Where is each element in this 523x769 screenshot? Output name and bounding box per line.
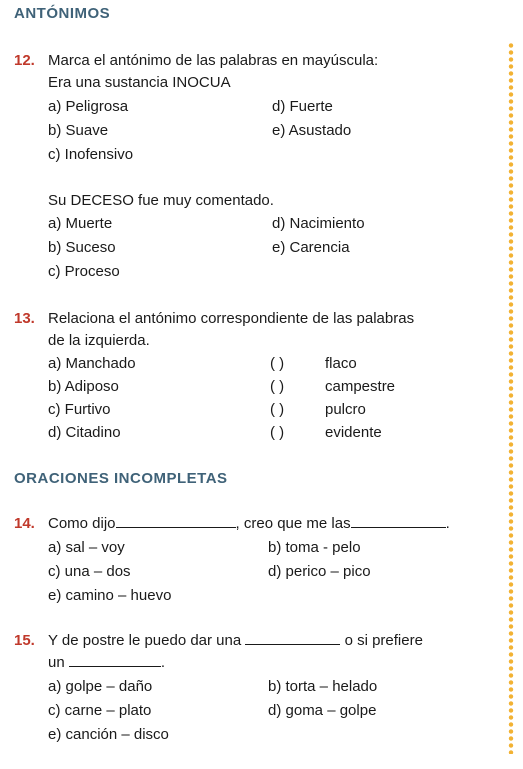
option-c: c) una – dos [48, 563, 131, 580]
sentence-text: . [160, 654, 166, 671]
question-15-sentence-line-2 [48, 654, 165, 672]
option-e: e) Carencia [272, 239, 350, 256]
sentence-text: Como dijo [48, 515, 116, 532]
left-item-d: d) Citadino [48, 424, 121, 441]
left-item-a: a) Manchado [48, 355, 136, 372]
option-d: d) goma – golpe [268, 702, 377, 719]
option-b: b) torta – helado [268, 678, 378, 695]
section-heading-oraciones: ORACIONES INCOMPLETAS [14, 470, 228, 487]
option-c: c) Inofensivo [48, 146, 134, 163]
option-d: d) Nacimiento [272, 215, 365, 232]
question-13-instruction-line-1: Relaciona el antónimo correspondiente de las palabras [48, 310, 415, 327]
answer-parenthesis[interactable]: ( ) [270, 424, 285, 441]
blank-line[interactable] [69, 654, 161, 667]
question-number-13: 13. [14, 310, 35, 327]
option-c: c) carne – plato [48, 702, 152, 719]
sentence-text: , creo que me las [235, 515, 351, 532]
question-number-14: 14. [14, 515, 35, 532]
option-d: d) Fuerte [272, 98, 333, 115]
option-e: e) Asustado [272, 122, 352, 139]
sentence-text: . [445, 515, 450, 532]
option-a: a) sal – voy [48, 539, 125, 556]
blank-line[interactable] [351, 515, 446, 528]
question-13-instruction-line-2: de la izquierda. [48, 332, 150, 349]
left-item-b: b) Adiposo [48, 378, 119, 395]
question-12-prompt-1: Era una sustancia INOCUA [48, 74, 231, 91]
section-heading-antonimos: ANTÓNIMOS [14, 5, 111, 22]
answer-parenthesis[interactable]: ( ) [270, 355, 285, 372]
right-item: campestre [325, 378, 396, 395]
blank-line[interactable] [116, 515, 236, 528]
option-e: e) canción – disco [48, 726, 169, 743]
option-d: d) perico – pico [268, 563, 371, 580]
left-item-c: c) Furtivo [48, 401, 111, 418]
option-a: a) golpe – daño [48, 678, 153, 695]
right-item: evidente [325, 424, 382, 441]
option-e: e) camino – huevo [48, 587, 172, 604]
question-14-sentence [48, 515, 450, 533]
option-a: a) Peligrosa [48, 98, 129, 115]
sentence-text: o si prefiere [344, 632, 423, 649]
answer-parenthesis[interactable]: ( ) [270, 378, 285, 395]
option-c: c) Proceso [48, 263, 120, 280]
option-b: b) toma - pelo [268, 539, 361, 556]
right-item: flaco [325, 355, 357, 372]
question-12-instruction: Marca el antónimo de las palabras en mayúscula: [48, 52, 379, 69]
question-number-15: 15. [14, 632, 35, 649]
sentence-text: un [48, 654, 65, 671]
sentence-text: Y de postre le puedo dar una [48, 632, 242, 649]
blank-line[interactable] [245, 632, 340, 645]
question-number-12: 12. [14, 52, 35, 69]
option-b: b) Suave [48, 122, 109, 139]
option-b: b) Suceso [48, 239, 116, 256]
decorative-dotted-border [507, 42, 515, 754]
right-item: pulcro [325, 401, 366, 418]
question-15-sentence-line-1 [48, 632, 423, 650]
answer-parenthesis[interactable]: ( ) [270, 401, 285, 418]
question-12-prompt-2: Su DECESO fue muy comentado. [48, 192, 274, 209]
option-a: a) Muerte [48, 215, 113, 232]
